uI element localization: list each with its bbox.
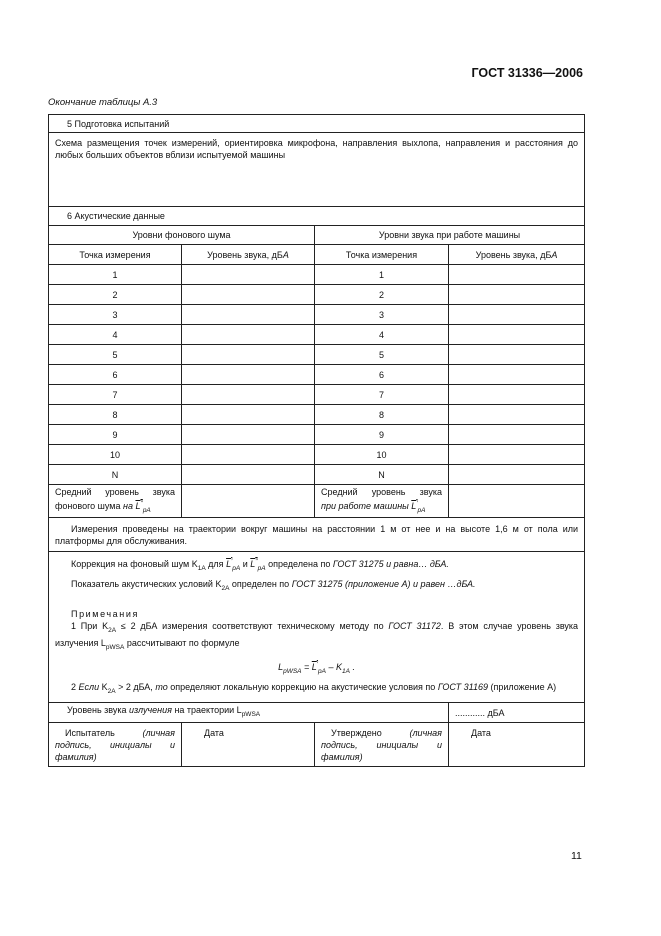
table-continuation-caption: Окончание таблицы А.3 <box>48 97 158 108</box>
point-number-bg: 4 <box>49 325 182 345</box>
level-cell[interactable] <box>182 305 315 325</box>
point-number-machine: 8 <box>315 405 449 425</box>
avg-background-label: Средний уровень звука фонового шума на $L''_{pA}$ <box>49 485 182 518</box>
point-number-machine: 7 <box>315 385 449 405</box>
table-row <box>49 425 585 445</box>
level-cell[interactable] <box>449 365 585 385</box>
table-row <box>49 285 585 305</box>
background-noise-header: Уровни фонового шума <box>49 226 315 245</box>
test-report-table <box>48 114 585 767</box>
point-number-bg: 6 <box>49 365 182 385</box>
table-row <box>49 265 585 285</box>
table-row <box>49 465 585 485</box>
point-number-bg: 2 <box>49 285 182 305</box>
emission-formula: $L_{pWSA} = L'_{pA} - K_{1A}$ . <box>278 660 355 675</box>
point-number-machine: 10 <box>315 445 449 465</box>
table-row <box>49 305 585 325</box>
point-number-machine: 2 <box>315 285 449 305</box>
point-number-bg: 9 <box>49 425 182 445</box>
point-number-bg: 7 <box>49 385 182 405</box>
section-5-text: Схема размещения точек измерений, ориентировка микрофона, направления выхлопа, направления и расстояния до любых больших объектов вблизи испытуемой машины <box>49 133 585 207</box>
approved-date[interactable]: Дата <box>449 723 585 767</box>
col-header-level-machine: Уровень звука, дБА <box>449 245 585 265</box>
col-header-point-machine: Точка измерения <box>315 245 449 265</box>
avg-background-value[interactable] <box>182 485 315 518</box>
point-number-machine: 9 <box>315 425 449 445</box>
level-cell[interactable] <box>449 405 585 425</box>
table-row <box>49 325 585 345</box>
note-2: 2 Если $K_{2A} > 2$ дБА, то определяют локальную коррекцию на акустические условия по ГОСТ 31169 (приложение А) <box>71 681 557 695</box>
point-number-machine: 5 <box>315 345 449 365</box>
point-number-machine: 3 <box>315 305 449 325</box>
point-number-machine: 1 <box>315 265 449 285</box>
level-cell[interactable] <box>182 445 315 465</box>
point-number-bg: 3 <box>49 305 182 325</box>
level-cell[interactable] <box>449 465 585 485</box>
level-cell[interactable] <box>182 285 315 305</box>
avg-machine-label: Средний уровень звука при работе машины $L'_{pA}$ <box>315 485 449 518</box>
page-number: 11 <box>571 850 582 862</box>
measurement-note: Измерения проведены на траектории вокруг машины на расстоянии 1 м от нее и на высоте 1,6 м от пола или платформы для обслуживания. <box>49 518 585 552</box>
correction-notes-cell <box>49 552 585 703</box>
level-cell[interactable] <box>449 425 585 445</box>
emission-level-value[interactable]: ............ дБА <box>449 703 585 723</box>
level-cell[interactable] <box>449 325 585 345</box>
level-cell[interactable] <box>182 425 315 445</box>
section-5-title: 5 Подготовка испытаний <box>49 115 585 133</box>
point-number-bg: 1 <box>49 265 182 285</box>
standard-code: ГОСТ 31336—2006 <box>471 66 583 80</box>
notes-title: Примечания <box>71 608 139 619</box>
acoustic-condition-text: Показатель акустических условий $K_{2A}$ определен по ГОСТ 31275 (приложение А) и равен …дБА. <box>71 579 476 593</box>
level-cell[interactable] <box>182 465 315 485</box>
level-cell[interactable] <box>449 265 585 285</box>
avg-machine-value[interactable] <box>449 485 585 518</box>
point-number-machine: 6 <box>315 365 449 385</box>
point-number-machine: 4 <box>315 325 449 345</box>
tester-signature: Испытатель (личная подпись, инициалы и фамилия) <box>49 723 182 767</box>
level-cell[interactable] <box>182 385 315 405</box>
table-row <box>49 445 585 465</box>
table-row <box>49 345 585 365</box>
level-cell[interactable] <box>182 265 315 285</box>
tester-date[interactable]: Дата <box>182 723 315 767</box>
level-cell[interactable] <box>449 445 585 465</box>
level-cell[interactable] <box>449 385 585 405</box>
col-header-level-bg: Уровень звука, дБА <box>182 245 315 265</box>
table-row <box>49 405 585 425</box>
table-row <box>49 385 585 405</box>
table-row <box>49 365 585 385</box>
level-cell[interactable] <box>182 325 315 345</box>
point-number-machine: N <box>315 465 449 485</box>
point-number-bg: 10 <box>49 445 182 465</box>
section-6-title: 6 Акустические данные <box>49 207 585 226</box>
level-cell[interactable] <box>449 345 585 365</box>
col-header-point-bg: Точка измерения <box>49 245 182 265</box>
level-cell[interactable] <box>182 345 315 365</box>
level-cell[interactable] <box>182 365 315 385</box>
background-correction-text: Коррекция на фоновый шум $K_{1A}$ для $L'_{pA}$ и $L''_{pA}$ определена по ГОСТ 31275 и равна… дБА. <box>71 558 449 572</box>
emission-level-label: Уровень звука излучения на траектории $L_{pWSA}$ <box>49 703 449 723</box>
machine-noise-header: Уровни звука при работе машины <box>315 226 585 245</box>
point-number-bg: 5 <box>49 345 182 365</box>
note-1: 1 При $K_{2A} \le 2$ дБА измерения соответствуют техническому методу по ГОСТ 31172. В этом случае уровень звука излучения $L_{pWSA}$ рассчитывают по формуле <box>55 621 579 652</box>
level-cell[interactable] <box>449 305 585 325</box>
point-number-bg: N <box>49 465 182 485</box>
point-number-bg: 8 <box>49 405 182 425</box>
level-cell[interactable] <box>182 405 315 425</box>
approved-signature: Утверждено (личная подпись, инициалы и фамилия) <box>315 723 449 767</box>
level-cell[interactable] <box>449 285 585 305</box>
